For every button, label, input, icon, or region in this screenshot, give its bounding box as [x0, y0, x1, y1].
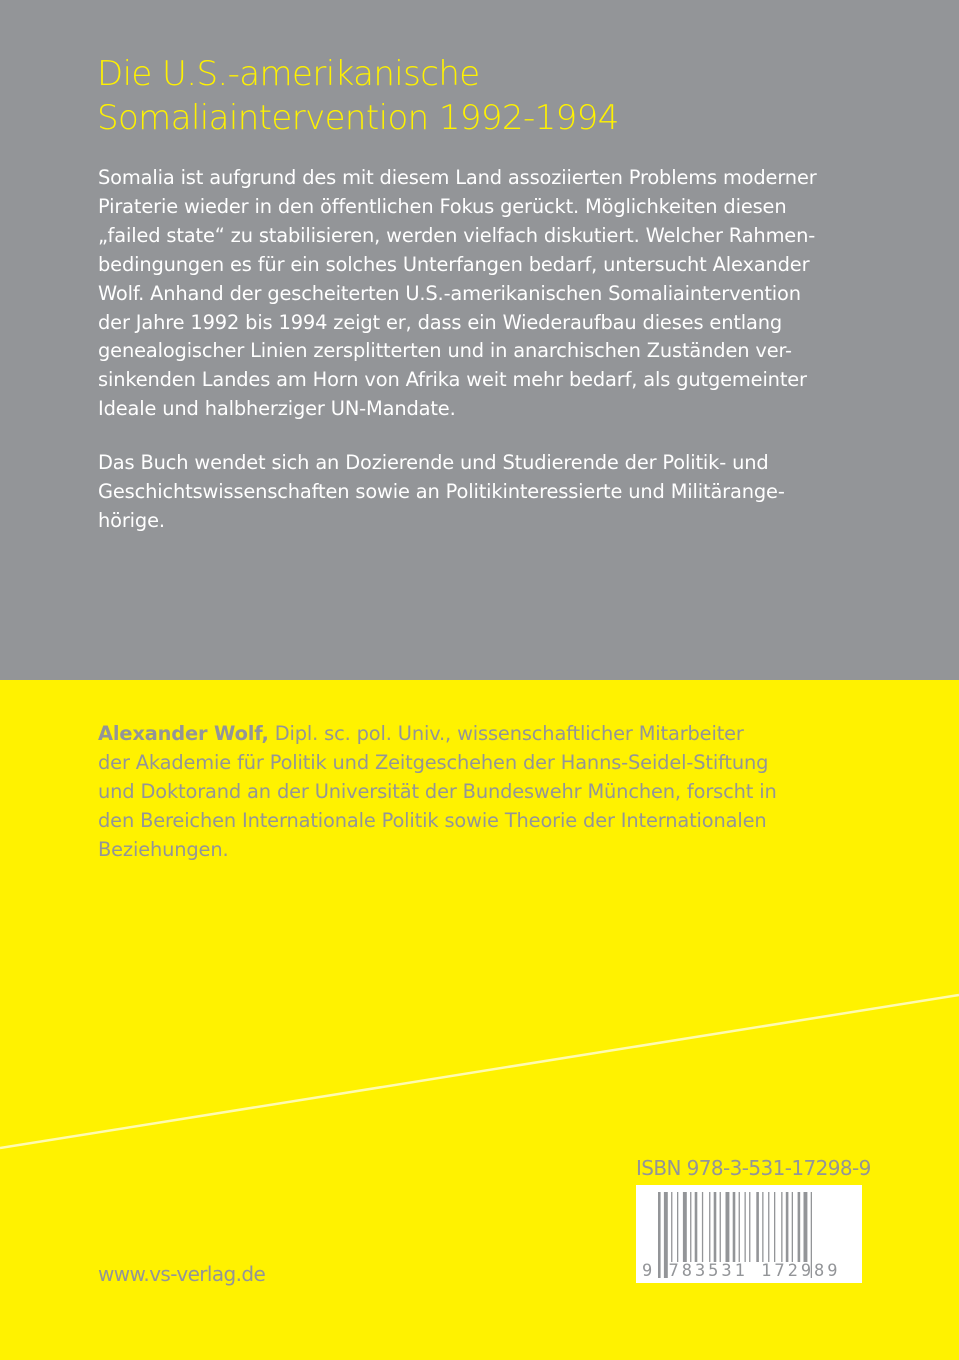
barcode-bar — [709, 1192, 710, 1262]
barcode-bar — [677, 1192, 678, 1262]
barcode-bar — [690, 1192, 691, 1262]
title-line: Die U.S.-amerikanische — [97, 54, 480, 94]
barcode-bar — [774, 1192, 775, 1262]
description-paragraph-1 — [98, 164, 817, 424]
text-line: genealogischer Linien zersplitterten und in anarchischen Zuständen ver- — [98, 339, 792, 363]
text-line: Beziehungen. — [98, 837, 229, 861]
barcode-bar — [702, 1192, 703, 1262]
isbn-label: ISBN 978-3-531-17298-9 — [636, 1156, 871, 1180]
title-line: Somaliaintervention 1992-1994 — [97, 98, 619, 138]
text-line: Ideale und halbherziger UN-Mandate. — [98, 397, 456, 421]
text-line: Das Buch wendet sich an Dozierende und Studierende der Politik- und — [98, 451, 769, 474]
barcode-bar — [756, 1192, 759, 1262]
barcode-bar — [714, 1192, 717, 1262]
text-line: Piraterie wieder in den öffentlichen Fokus gerückt. Möglichkeiten diesen — [98, 194, 787, 218]
barcode-bar — [733, 1192, 736, 1262]
text-line: Dipl. sc. pol. Univ., wissenschaftlicher Mitarbeiter — [268, 722, 744, 745]
text-line: „failed state“ zu stabilisieren, werden vielfach diskutiert. Welcher Rahmen- — [98, 223, 816, 247]
barcode — [636, 1185, 862, 1283]
text-line: der Jahre 1992 bis 1994 zeigt er, dass ein Wiederaufbau dieses entlang — [98, 310, 783, 334]
barcode-bar — [804, 1192, 808, 1262]
text-line: bedingungen es für ein solches Unterfangen bedarf, untersucht Alexander — [98, 252, 810, 276]
barcode-bar — [745, 1192, 746, 1262]
barcode-bar — [695, 1192, 698, 1262]
book-title — [97, 52, 619, 140]
text-line: Wolf. Anhand der gescheiterten U.S.-amerikanischen Somaliaintervention — [98, 281, 801, 305]
barcode-bar — [762, 1192, 763, 1262]
barcode-bar — [739, 1192, 740, 1262]
barcode-bar — [768, 1192, 769, 1262]
text-line: den Bereichen Internationale Politik sowie Theorie der Internationalen — [98, 808, 767, 832]
barcode-bar — [781, 1192, 782, 1262]
barcode-bar — [786, 1192, 789, 1262]
barcode-bar — [671, 1192, 672, 1262]
author-bio — [98, 720, 777, 865]
barcode-bar — [683, 1192, 687, 1262]
text-line: und Doktorand an der Universität der Bundeswehr München, forscht in — [98, 779, 777, 803]
barcode-bar — [720, 1192, 721, 1262]
barcode-bar — [749, 1192, 750, 1262]
publisher-url[interactable]: www.vs-verlag.de — [98, 1262, 266, 1286]
text-line: der Akademie für Politik und Zeitgeschehen der Hanns-Seidel-Stiftung — [98, 750, 769, 774]
text-line: sinkenden Landes am Horn von Afrika weit mehr bedarf, als gutgemeinter — [98, 368, 807, 392]
description-paragraph-2 — [98, 449, 785, 536]
barcode-bar — [726, 1192, 730, 1262]
barcode-bar — [798, 1192, 801, 1262]
barcode-bar — [792, 1192, 793, 1262]
author-name: Alexander Wolf, — [98, 722, 269, 745]
text-line: hörige. — [98, 508, 165, 532]
text-line: Geschichtswissenschaften sowie an Politikinteressierte und Militärange- — [98, 479, 785, 503]
text-line: Somalia ist aufgrund des mit diesem Land assoziierten Problems moderner — [98, 166, 817, 189]
barcode-digits: 9 783531 172989 — [642, 1261, 841, 1281]
